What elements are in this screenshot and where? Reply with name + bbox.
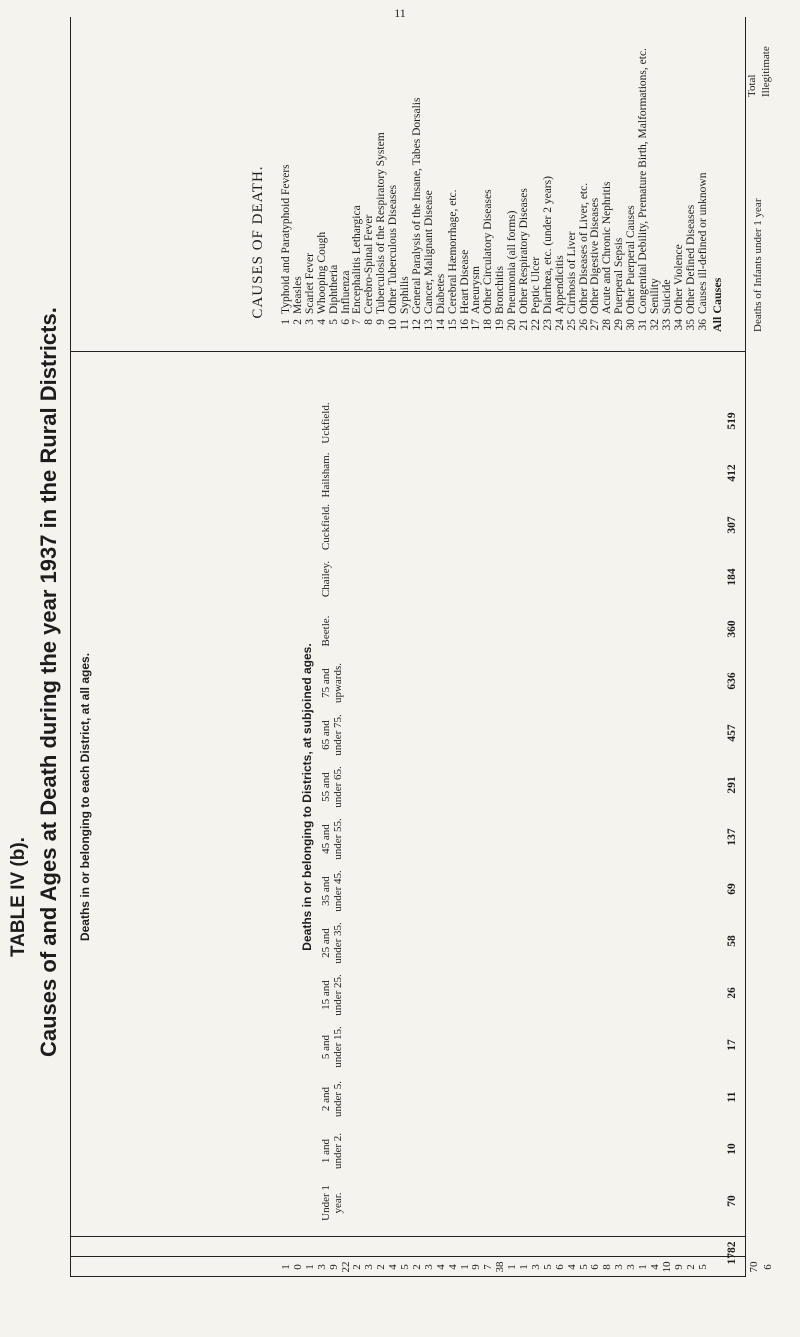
cause-name: Other Tuberculous Diseases bbox=[387, 184, 400, 314]
table-label: TABLE IV (b). bbox=[8, 837, 29, 957]
column-heading: Hailsham. bbox=[320, 452, 332, 498]
cause-number: 9 bbox=[375, 319, 388, 325]
cause-number: 33 bbox=[660, 319, 673, 331]
cause-name: Whooping Cough bbox=[315, 231, 328, 314]
all-causes-label: All Causes bbox=[710, 277, 724, 332]
cause-number: 20 bbox=[506, 319, 519, 331]
column-heading: 75 and upwards. bbox=[320, 662, 344, 704]
cause-number: 8 bbox=[363, 319, 376, 325]
all-ages-cell: 6 bbox=[553, 1264, 566, 1270]
all-causes-total: 184 bbox=[726, 568, 738, 586]
cause-name: Other Respiratory Diseases bbox=[518, 188, 530, 314]
all-causes-total: 1782 bbox=[726, 1241, 738, 1265]
cause-name: Causes ill-defined or unknown bbox=[696, 172, 709, 314]
all-causes-total: 457 bbox=[726, 724, 738, 742]
all-ages-cell: 3 bbox=[363, 1264, 376, 1270]
cause-name: Influenza bbox=[339, 270, 352, 314]
cause-name: Diabetes bbox=[434, 273, 447, 314]
cause-number: 29 bbox=[613, 319, 626, 331]
cause-name: Other Diseases of Liver, etc. bbox=[577, 182, 590, 314]
cause-number: 27 bbox=[589, 319, 602, 331]
all-causes-total: 70 bbox=[726, 1195, 738, 1207]
all-ages-cell: 5 bbox=[696, 1264, 709, 1270]
causes-rule bbox=[70, 351, 746, 352]
all-causes-total: 17 bbox=[726, 1039, 738, 1051]
cause-name: Puerperal Sepsis bbox=[613, 237, 626, 314]
cause-name: Other Defined Diseases bbox=[684, 204, 697, 314]
all-ages-cell: 7 bbox=[482, 1264, 495, 1270]
all-ages-cell: 10 bbox=[660, 1261, 673, 1273]
infant-illegitimate-value: 6 bbox=[762, 1264, 774, 1270]
all-causes-total: 10 bbox=[726, 1143, 738, 1155]
column-heading: 2 and under 5. bbox=[320, 1080, 344, 1118]
cause-name: Diphtheria bbox=[327, 264, 340, 314]
all-ages-cell: 9 bbox=[470, 1264, 483, 1270]
all-ages-cell: 4 bbox=[387, 1264, 400, 1270]
all-ages-cell: 3 bbox=[529, 1264, 542, 1270]
cause-name: Cirrhosis of Liver bbox=[565, 231, 578, 314]
column-heading: 65 and under 75. bbox=[320, 714, 344, 756]
all-ages-cell: 4 bbox=[434, 1264, 447, 1270]
cause-number: 2 bbox=[291, 319, 304, 325]
cause-name: Diarrhœa, etc. (under 2 years) bbox=[541, 176, 554, 314]
all-causes-total: 11 bbox=[726, 1091, 738, 1103]
cause-name: Suicide bbox=[660, 279, 673, 314]
bottom-rule bbox=[745, 17, 746, 1277]
all-ages-cell: 3 bbox=[613, 1264, 626, 1270]
all-ages-cell: 9 bbox=[672, 1264, 685, 1270]
all-ages-cell: 5 bbox=[577, 1264, 590, 1270]
all-causes-total: 519 bbox=[726, 412, 738, 430]
all-ages-cell: 4 bbox=[648, 1264, 661, 1270]
cause-name: Heart Disease bbox=[458, 249, 471, 314]
all-ages-cell: 3 bbox=[422, 1264, 435, 1270]
all-ages-cell: 1 bbox=[637, 1264, 649, 1270]
all-ages-cell: 2 bbox=[410, 1264, 423, 1270]
all-ages-cell: 9 bbox=[327, 1264, 340, 1270]
cause-name: Congenital Debility, Premature Birth, Malformations, etc. bbox=[637, 48, 649, 314]
all-ages-cell: 8 bbox=[601, 1264, 614, 1270]
column-heading: 25 and under 35. bbox=[320, 922, 344, 964]
page-number: 11 bbox=[394, 6, 406, 20]
cause-number: 30 bbox=[625, 319, 638, 331]
all-ages-cell: 3 bbox=[315, 1264, 328, 1270]
cause-number: 7 bbox=[351, 319, 364, 325]
top-rule bbox=[70, 17, 71, 1277]
cause-name: Pneumonia (all forms) bbox=[506, 210, 519, 314]
cause-number: 13 bbox=[422, 319, 435, 331]
cause-name: Appendicitis bbox=[553, 255, 566, 314]
all-ages-cell: 0 bbox=[291, 1264, 304, 1270]
cause-row bbox=[697, 0, 710, 337]
all-ages-cell: 5 bbox=[399, 1264, 411, 1270]
cause-number: 22 bbox=[529, 319, 542, 331]
column-heading: 1 and under 2. bbox=[320, 1132, 344, 1170]
cause-number: 35 bbox=[684, 319, 697, 331]
cause-name: Other Digestive Diseases bbox=[589, 197, 602, 314]
cause-number: 15 bbox=[446, 319, 459, 331]
cause-number: 28 bbox=[601, 319, 614, 331]
cause-name: Encephalitis Lethargica bbox=[351, 205, 364, 314]
cause-number: 18 bbox=[482, 319, 495, 331]
all-ages-cell: 1 bbox=[303, 1264, 316, 1270]
infant-deaths-label: Deaths of Infants under 1 year bbox=[752, 198, 764, 332]
cause-number: 36 bbox=[696, 319, 709, 331]
cause-name: Other Violence bbox=[672, 244, 685, 314]
column-heading: Beetle. bbox=[320, 615, 332, 647]
cause-name: Cerebro-Spinal Fever bbox=[363, 214, 376, 314]
infant-illegitimate-label: Illegitimate bbox=[760, 46, 772, 97]
column-heading: Uckfield. bbox=[320, 402, 332, 444]
cause-number: 32 bbox=[648, 319, 661, 331]
cause-name: Peptic Ulcer bbox=[529, 256, 542, 314]
all-ages-cell: 38 bbox=[494, 1261, 507, 1273]
all-ages-cell: 4 bbox=[446, 1264, 459, 1270]
cause-number: 26 bbox=[577, 319, 590, 331]
cause-name: Typhoid and Paratyphoid Fevers bbox=[280, 164, 292, 314]
all-ages-cell: 1 bbox=[506, 1264, 519, 1270]
cause-name: Bronchitis bbox=[494, 266, 507, 314]
age-group-heading: Deaths in or belonging to Districts, at subjoined ages. bbox=[300, 643, 314, 951]
cause-number: 24 bbox=[553, 319, 566, 331]
all-ages-cell: 1 bbox=[458, 1264, 471, 1270]
cause-number: 3 bbox=[303, 319, 316, 325]
all-causes-total: 636 bbox=[726, 672, 738, 690]
column-heading: 45 and under 55. bbox=[320, 818, 344, 860]
cause-number: 4 bbox=[315, 319, 328, 325]
cause-name: Measles bbox=[291, 276, 304, 314]
all-causes-total: 360 bbox=[726, 620, 738, 638]
cause-name: Cancer, Malignant Disease bbox=[422, 190, 435, 314]
cause-number: 11 bbox=[399, 319, 411, 331]
cause-name: Senility bbox=[648, 278, 661, 314]
cause-number: 1 bbox=[280, 319, 292, 325]
cause-name: Syphilis bbox=[399, 276, 411, 314]
all-causes-total: 58 bbox=[726, 935, 738, 947]
column-heading: 35 and under 45. bbox=[320, 870, 344, 912]
column-heading: 5 and under 15. bbox=[320, 1026, 344, 1068]
cause-name: Other Puerperal Causes bbox=[625, 205, 638, 314]
all-causes-total: 307 bbox=[726, 516, 738, 534]
all-ages-cell: 2 bbox=[684, 1264, 697, 1270]
table-title: Causes of and Ages at Death during the year 1937 in the Rural Districts. bbox=[36, 307, 61, 1057]
all-ages-cell: 22 bbox=[339, 1261, 352, 1273]
column-heading: 15 and under 25. bbox=[320, 974, 344, 1016]
infant-total-value: 70 bbox=[748, 1261, 760, 1273]
cause-number: 21 bbox=[518, 319, 530, 331]
cause-number: 10 bbox=[387, 319, 400, 331]
cause-number: 16 bbox=[458, 319, 471, 331]
cause-name: Scarlet Fever bbox=[303, 253, 316, 314]
all-ages-cell: 3 bbox=[625, 1264, 638, 1270]
causes-heading: CAUSES OF DEATH. bbox=[250, 165, 266, 319]
cause-number: 6 bbox=[339, 319, 352, 325]
infant-total-label: Total bbox=[746, 74, 758, 97]
cause-name: Acute and Chronic Nephritis bbox=[601, 181, 614, 314]
all-ages-cell: 2 bbox=[375, 1264, 388, 1270]
all-causes-total: 291 bbox=[726, 776, 738, 794]
cause-number: 25 bbox=[565, 319, 578, 331]
column-heading: Chailey. bbox=[320, 560, 332, 598]
all-causes-total: 412 bbox=[726, 464, 738, 482]
all-ages-cell: 1 bbox=[518, 1264, 530, 1270]
cause-name: Other Circulatory Diseases bbox=[482, 189, 495, 314]
column-heading: 55 and under 65. bbox=[320, 766, 344, 808]
cause-name: Aneurysm bbox=[470, 266, 483, 314]
column-heading: Under 1 year. bbox=[320, 1185, 344, 1221]
cause-number: 5 bbox=[327, 319, 340, 325]
cause-number: 14 bbox=[434, 319, 447, 331]
all-ages-cell: 2 bbox=[351, 1264, 364, 1270]
column-heading: Cuckfield. bbox=[320, 503, 332, 551]
all-ages-cell: 4 bbox=[565, 1264, 578, 1270]
all-ages-cell: 6 bbox=[589, 1264, 602, 1270]
cause-number: 17 bbox=[470, 319, 483, 331]
cause-number: 34 bbox=[672, 319, 685, 331]
cause-number: 12 bbox=[410, 319, 423, 331]
data-rule bbox=[70, 1236, 746, 1237]
cause-number: 31 bbox=[637, 319, 649, 331]
all-causes-total: 137 bbox=[726, 828, 738, 846]
all-ages-cell: 5 bbox=[541, 1264, 554, 1270]
cause-name: General Paralysis of the Insane, Tabes Dorsalis bbox=[410, 97, 423, 314]
all-causes-total: 26 bbox=[726, 987, 738, 999]
cause-number: 19 bbox=[494, 319, 507, 331]
all-ages-cell: 1 bbox=[280, 1264, 292, 1270]
all-causes-total: 69 bbox=[726, 883, 738, 895]
cause-name: Cerebral Hæmorrhage, etc. bbox=[446, 189, 459, 314]
cause-name: Tuberculosis of the Respiratory System bbox=[375, 132, 388, 314]
district-group-heading: Deaths in or belonging to each District, at all ages. bbox=[78, 652, 92, 942]
cause-number: 23 bbox=[541, 319, 554, 331]
